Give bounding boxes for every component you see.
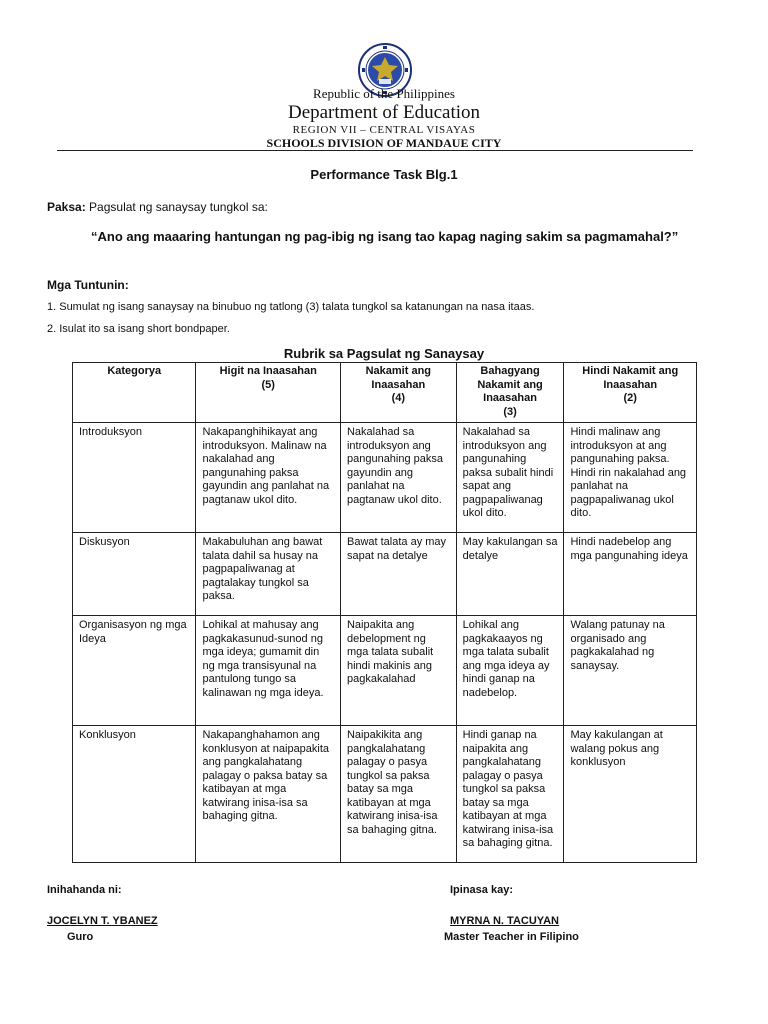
paksa-text: Pagsulat ng sanaysay tungkol sa:: [89, 200, 268, 214]
table-cell: Walang patunay na organisado ang pagkakalahad ng sanaysay.: [564, 616, 697, 726]
table-cell: Lohikal ang pagkakaayos ng mga talata subalit ang mga ideya ay hindi ganap na nadebelop.: [456, 616, 564, 726]
table-cell: Organisasyon ng mga Ideya: [73, 616, 196, 726]
table-cell: Nakalahad sa introduksyon ang pangunahing paksa gayundin ang panlahat na pagtanaw ukol dito.: [340, 423, 456, 533]
table-cell: May kakulangan sa detalye: [456, 533, 564, 616]
republic-line: Republic of the Philippines: [313, 86, 455, 101]
division-line: SCHOOLS DIVISION OF MANDAUE CITY: [266, 136, 502, 150]
paksa-line: [47, 200, 268, 214]
table-cell: Hindi ganap na naipakita ang pangkalahatang palagay o pasya tungkol sa paksa batay sa mga katibayan at mga katwirang inisa-isa sa bahaging gitna.: [456, 726, 564, 863]
table-cell: Konklusyon: [73, 726, 196, 863]
rubric-title: Rubrik sa Pagsulat ng Sanaysay: [283, 346, 485, 361]
table-cell: Naipakikita ang pangkalahatang palagay o pasya tungkol sa paksa batay sa mga katibayan at mga katwirang inisa-isa sa bahaging gitna.: [340, 726, 456, 863]
table-cell: Nakapanghihikayat ang introduksyon. Malinaw na nakalahad ang pangunahing paksa gayundin ang panlahat na pagtanaw ukol dito.: [196, 423, 341, 533]
preparer-role: Guro: [67, 931, 94, 943]
approver-role: Master Teacher in Filipino: [444, 931, 579, 943]
table-cell: Hindi malinaw ang introduksyon at ang pangunahing paksa. Hindi rin nakalahad ang panlahat na pagpapaliwanag ukol dito.: [564, 423, 697, 533]
paksa-label: Paksa:: [47, 200, 86, 214]
region-line: REGION VII – CENTRAL VISAYAS: [292, 124, 476, 136]
essay-question: “Ano ang maaaring hantungan ng pag-ibig ng isang tao kapag naging sakim sa pagmamahal?”: [91, 229, 679, 244]
instruction-item: 1. Sumulat ng isang sanaysay na binubuo ng tatlong (3) talata tungkol sa katanungan na nasa itaas.: [47, 301, 535, 313]
table-row: [73, 423, 697, 533]
column-header: Bahagyang Nakamit ang Inaasahan (3): [456, 363, 564, 423]
table-cell: May kakulangan at walang pokus ang konklusyon: [564, 726, 697, 863]
rubric-header-row: [73, 363, 697, 423]
rubric-table: [72, 362, 697, 863]
table-cell: Hindi nadebelop ang mga pangunahing ideya: [564, 533, 697, 616]
table-cell: Nakalahad sa introduksyon ang pangunahing paksa subalit hindi sapat ang pagpapaliwanag ukol dito.: [456, 423, 564, 533]
column-header: Higit na Inaasahan (5): [196, 363, 341, 423]
approved-by-label: Ipinasa kay:: [450, 884, 513, 896]
department-name: Department of Education: [287, 102, 481, 123]
table-cell: Nakapanghahamon ang konklusyon at naipapakita ang pangkalahatang palagay o paksa batay sa katibayan at mga katwirang inisa-isa sa bahaging gitna.: [196, 726, 341, 863]
table-row: [73, 616, 697, 726]
table-row: [73, 533, 697, 616]
column-header: Kategorya: [73, 363, 196, 423]
table-cell: Bawat talata ay may sapat na detalye: [340, 533, 456, 616]
table-cell: Diskusyon: [73, 533, 196, 616]
page-title: Performance Task Blg.1: [310, 167, 458, 182]
table-row: [73, 726, 697, 863]
prepared-by-label: Inihahanda ni:: [47, 884, 122, 896]
table-cell: Makabuluhan ang bawat talata dahil sa husay na pagpapaliwanag at pagtalakay tungkol sa paksa.: [196, 533, 341, 616]
column-header: Nakamit ang Inaasahan (4): [340, 363, 456, 423]
table-cell: Naipakita ang debelopment ng mga talata subalit hindi makinis ang pagkakalahad: [340, 616, 456, 726]
table-cell: Lohikal at mahusay ang pagkakasunud-sunod ng mga ideya; gumamit din ng mga transisyunal na pantulong tungo sa kalinawan ng mga ideya.: [196, 616, 341, 726]
preparer-name: JOCELYN T. YBANEZ: [47, 915, 158, 927]
header-divider: [57, 150, 693, 151]
instruction-item: 2. Isulat ito sa isang short bondpaper.: [47, 323, 230, 335]
instructions-heading: Mga Tuntunin:: [47, 278, 129, 292]
table-cell: Introduksyon: [73, 423, 196, 533]
column-header: Hindi Nakamit ang Inaasahan (2): [564, 363, 697, 423]
approver-name: MYRNA N. TACUYAN: [450, 915, 559, 927]
